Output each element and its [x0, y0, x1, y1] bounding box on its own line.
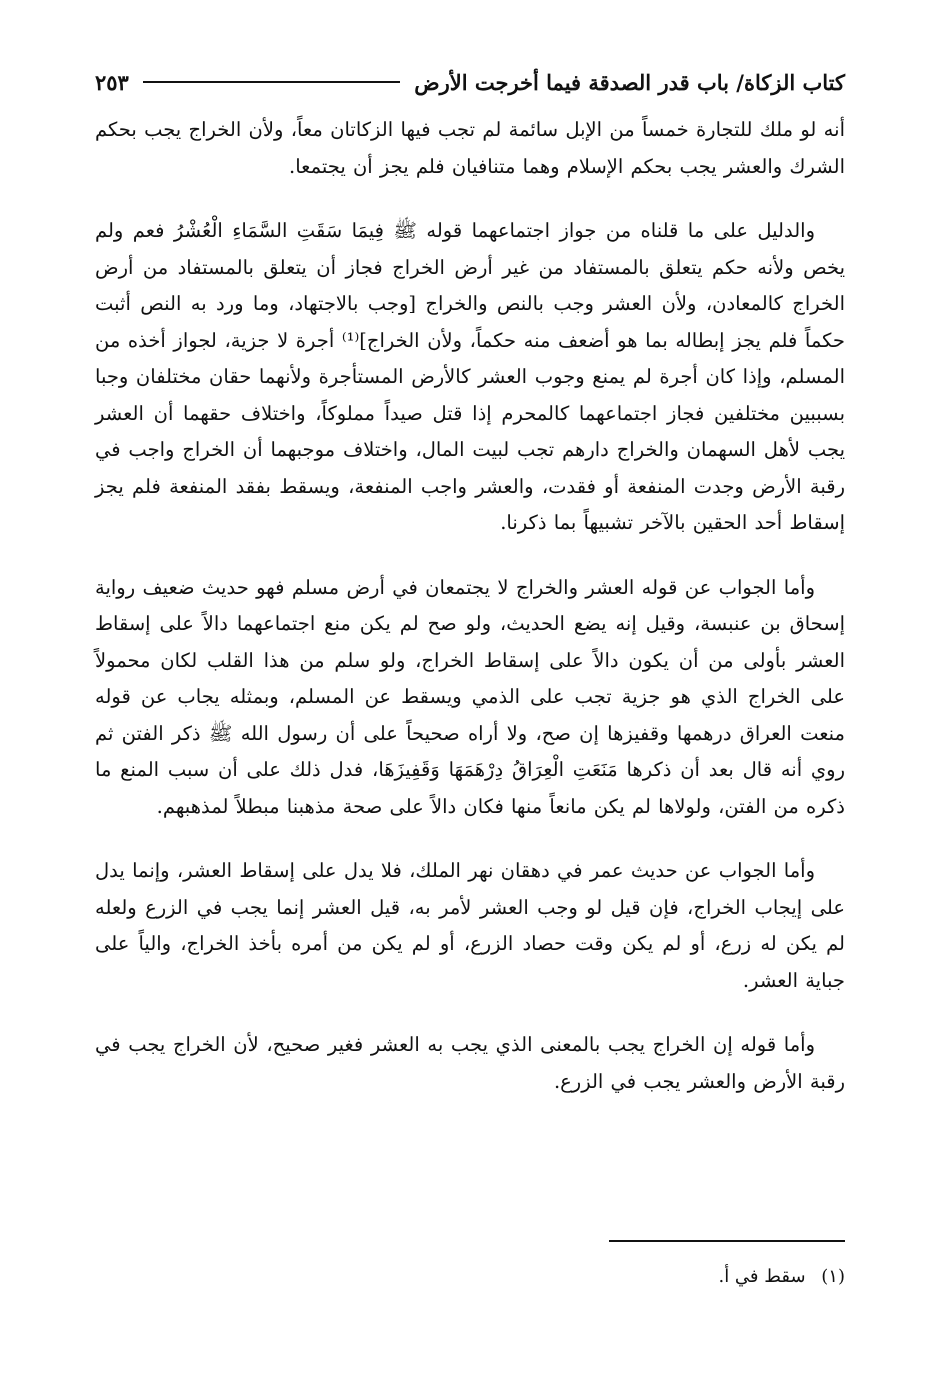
footnote-text: سقط في أ. — [718, 1266, 806, 1287]
footnote — [95, 1262, 845, 1292]
page-number: ٢٥٣ — [95, 69, 129, 95]
paragraph-2: والدليل على ما قلناه من جواز اجتماعهما قوله ﷺ فِيمَا سَقَتِ السَّمَاءِ الْعُشْرُ فعم ولم يخص ولأنه حكم يتعلق بالمستفاد من غير أرض الخراج فجاز أن يتعلق بالمستفاد من أرض الخراج كالمعادن، ولأن العشر وجب بالنص والخراج [وجب بالاجتهاد، وما ورد به النص أثبت حكماً فلم يجز إبطاله بما هو أضعف منه حكماً، ولأن الخراج]⁽¹⁾ أجرة لا جزية، لجواز أخذه من المسلم، وإذا كان أجرة لم يمنع وجوب العشر كالأرض المستأجرة ولأنهما حقان مختلفان وجبا بسببين مختلفين فجاز اجتماعهما كالمحرم إذا قتل صيداً مملوكاً، واختلاف حقهما أن العشر يجب لأهل السهمان والخراج دارهم تجب لبيت المال، واختلاف موجبهما أن الخراج واجب في رقبة الأرض وجدت المنفعة أو فقدت، والعشر واجب المنفعة، ويسقط بفقد المنفعة فلم يجز إسقاط أحد الحقين بالآخر تشبيهاً بما ذكرنا. — [95, 219, 845, 534]
paragraph-4: وأما الجواب عن حديث عمر في دهقان نهر الملك، فلا يدل على إسقاط العشر، وإنما يدل على إيجاب الخراج، فإن قيل لو وجب العشر لأمر به، قيل العشر إنما يجب في الزرع ولعله لم يكن له زرع، أو لم يكن وقت حصاد الزرع، أو لم يكن من أمره بأخذ الخراج، والياً على جباية العشر. — [95, 859, 845, 992]
paragraph-5: وأما قوله إن الخراج يجب بالمعنى الذي يجب به العشر فغير صحيح، لأن الخراج يجب في رقبة الأرض والعشر يجب في الزرع. — [95, 1033, 845, 1093]
running-header — [95, 62, 845, 102]
footnote-separator — [609, 1240, 845, 1242]
main-text — [95, 112, 845, 1128]
chapter-title: كتاب الزكاة/ باب قدر الصدقة فيما أخرجت الأرض — [414, 69, 845, 95]
header-rule — [143, 81, 400, 83]
paragraph-3: وأما الجواب عن قوله العشر والخراج لا يجتمعان في أرض مسلم فهو حديث ضعيف رواية إسحاق بن عنبسة، وقيل إنه يضع الحديث، ولو صح لم يكن منع اجتماعهما دالاً على إسقاط العشر بأولى من أن يكون دالاً على إسقاط الخراج، ولو سلم من هذا القلب لكان محمولاً على الخراج الذي هو جزية تجب على الذمي ويسقط عن المسلم، وبمثله يجاب عن قوله منعت العراق درهمها وقفيزها إن صح، ولا أراه صحيحاً على أن رسول الله ﷺ ذكر الفتن ثم روي أنه قال بعد أن ذكرها مَنَعَتِ الْعِرَاقُ دِرْهَمَهَا وَقَفِيزَهَا، فدل ذلك على أن سبب المنع ما ذكره من الفتن، ولولاها لم يكن مانعاً منها فكان دالاً على صحة مذهبنا مبطلاً لمذهبهم. — [95, 575, 845, 818]
paragraph-1: أنه لو ملك للتجارة خمساً من الإبل سائمة لم تجب فيها الزكاتان معاً، ولأن الخراج يجب بحكم الشرك والعشر يجب بحكم الإسلام وهما متنافيان فلم يجز أن يجتمعا. — [95, 118, 845, 178]
footnote-number: (١) — [821, 1266, 845, 1287]
